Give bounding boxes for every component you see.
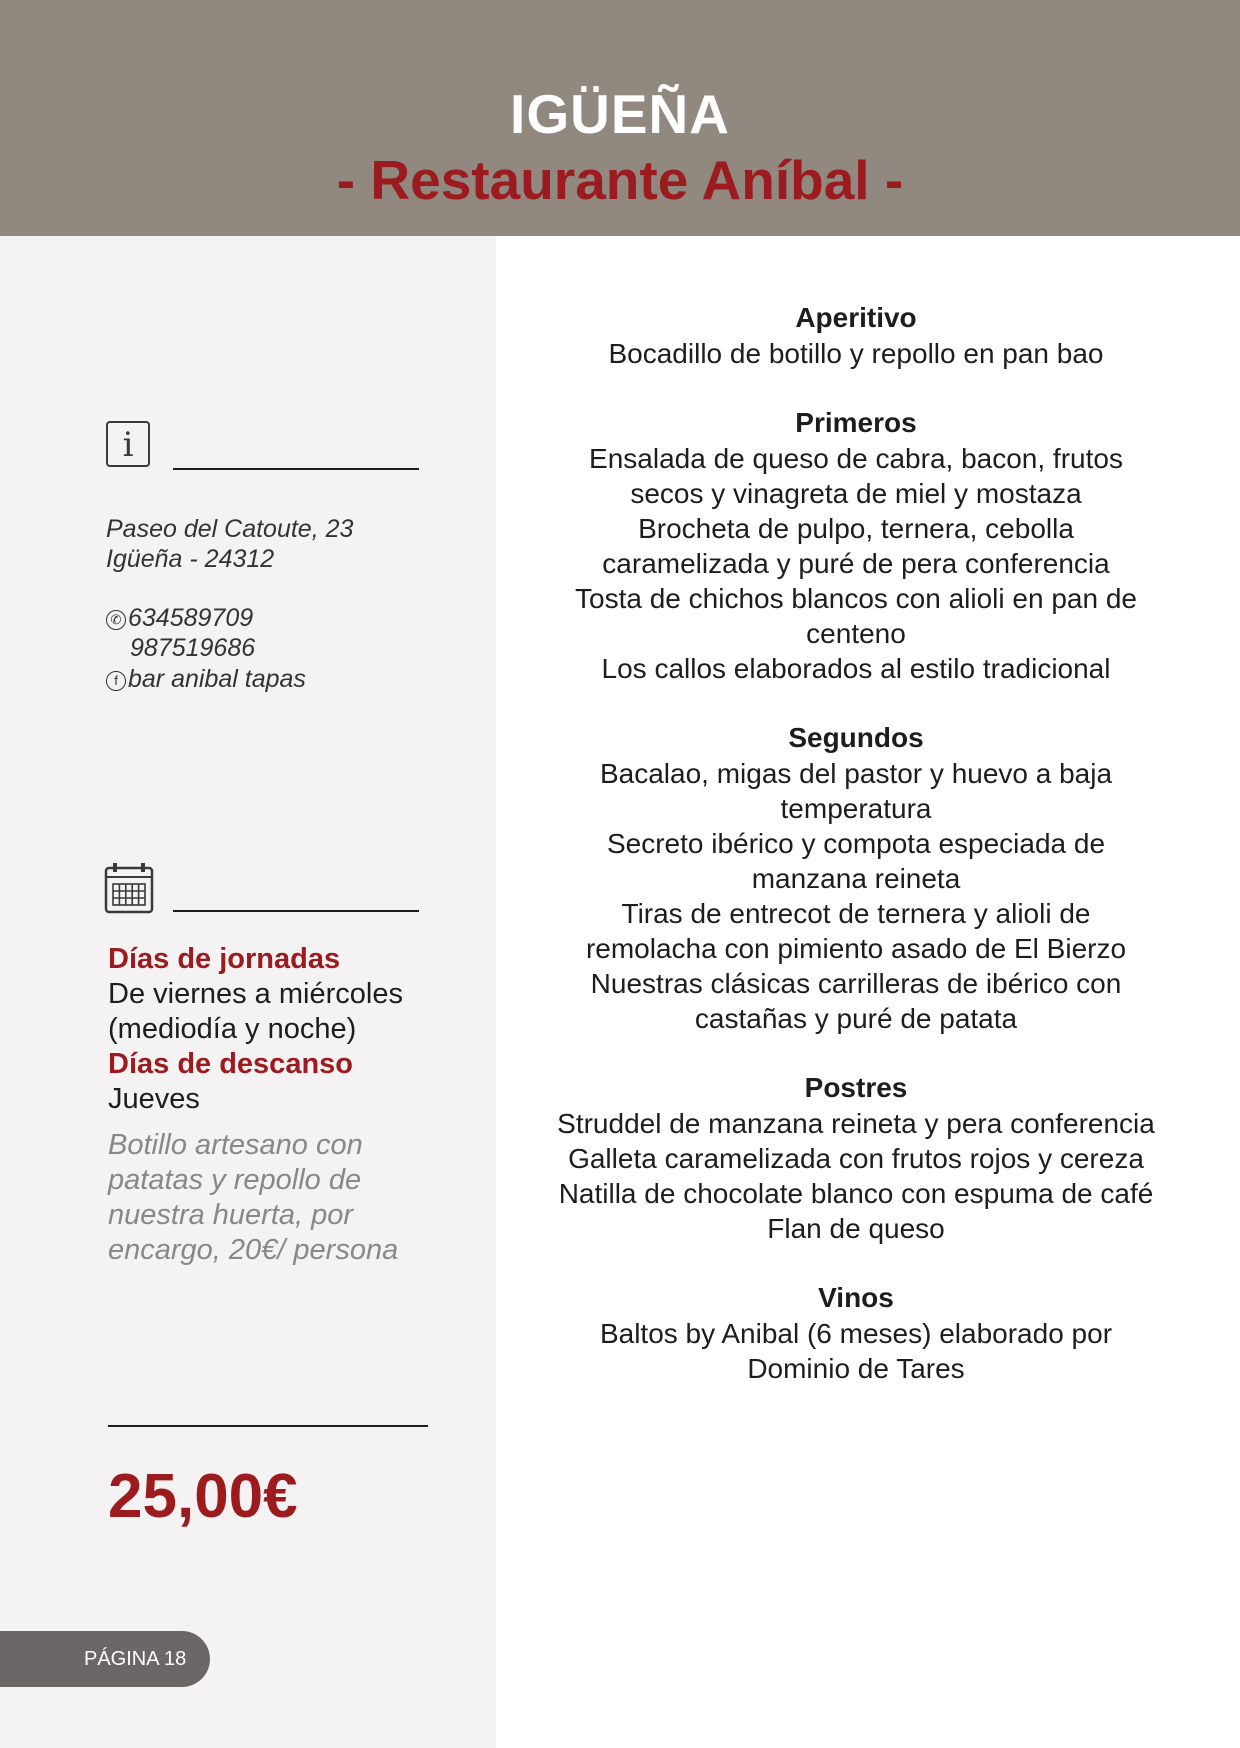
days-line-1: De viernes a miércoles xyxy=(108,978,403,1010)
phone-1: 634589709 xyxy=(128,604,254,632)
menu-item: Tosta de chichos blancos con alioli en pan de centeno xyxy=(575,583,1137,649)
facebook-name: bar anibal tapas xyxy=(128,665,306,693)
menu-item: Natilla de chocolate blanco con espuma de café xyxy=(558,1178,1154,1209)
menu-item: Bacalao, migas del pastor y huevo a baja temperatura xyxy=(599,758,1113,824)
menu-section-segundos xyxy=(556,720,1156,1036)
phone-row-2 xyxy=(130,633,255,663)
menu-item: Struddel de manzana reineta y pera conferencia xyxy=(557,1108,1155,1139)
restaurant-title: - Restaurante Aníbal - xyxy=(336,149,904,211)
info-icon: i xyxy=(106,421,150,467)
rest-value: Jueves xyxy=(108,1083,200,1115)
menu-item: Nuestras clásicas carrilleras de ibérico con castañas y puré de patata xyxy=(590,968,1122,1034)
days-heading: Días de jornadas xyxy=(108,943,341,975)
calendar-icon xyxy=(104,862,154,914)
rest-heading: Días de descanso xyxy=(108,1048,353,1080)
menu-item: Baltos by Anibal (6 meses) elaborado por Dominio de Tares xyxy=(599,1318,1113,1384)
menu-section-title: Aperitivo xyxy=(795,302,917,333)
menu-section-title: Segundos xyxy=(788,722,924,753)
menu-item: Tiras de entrecot de ternera y alioli de remolacha con pimiento asado de El Bierzo xyxy=(585,898,1127,964)
page-header xyxy=(0,0,1240,236)
address-line-1: Paseo del Catoute, 23 xyxy=(106,515,354,543)
menu-section-title: Vinos xyxy=(818,1282,894,1313)
price-divider xyxy=(108,1425,428,1427)
schedule-divider xyxy=(173,910,419,912)
menu-item: Secreto ibérico y compota especiada de manzana reineta xyxy=(606,828,1106,894)
page-number-tab: PÁGINA 18 xyxy=(0,1631,210,1687)
facebook-row xyxy=(106,664,306,694)
menu-item: Ensalada de queso de cabra, bacon, frutos secos y vinagreta de miel y mostaza xyxy=(589,443,1123,509)
facebook-icon: f xyxy=(106,671,126,691)
menu-section-title: Postres xyxy=(804,1072,908,1103)
address xyxy=(106,514,486,574)
phone-2: 987519686 xyxy=(130,634,256,662)
menu-section-postres xyxy=(556,1070,1156,1246)
phone-row-1 xyxy=(106,603,253,633)
menu-section-title: Primeros xyxy=(795,407,917,438)
menu-item: Bocadillo de botillo y repollo en pan bao xyxy=(608,338,1104,369)
menu-section-aperitivo xyxy=(556,300,1156,371)
menu-item: Galleta caramelizada con frutos rojos y cereza xyxy=(568,1143,1144,1174)
menu-section-primeros xyxy=(556,405,1156,686)
address-line-2: Igüeña - 24312 xyxy=(106,545,275,573)
menu-item: Brocheta de pulpo, ternera, cebolla caramelizada y puré de pera conferencia xyxy=(602,513,1110,579)
days-line-2: (mediodía y noche) xyxy=(108,1013,357,1045)
menu-price: 25,00€ xyxy=(108,1462,298,1531)
menu-item: Flan de queso xyxy=(767,1213,945,1244)
phone-icon: ✆ xyxy=(106,610,126,630)
menu-item: Los callos elaborados al estilo tradicional xyxy=(601,653,1111,684)
menu-list xyxy=(556,300,1156,1420)
special-note: Botillo artesano con patatas y repollo de nuestra huerta, por encargo, 20€/ persona xyxy=(108,1129,399,1266)
town-title: IGÜEÑA xyxy=(510,83,730,145)
info-divider xyxy=(173,468,419,470)
menu-section-vinos xyxy=(556,1280,1156,1386)
